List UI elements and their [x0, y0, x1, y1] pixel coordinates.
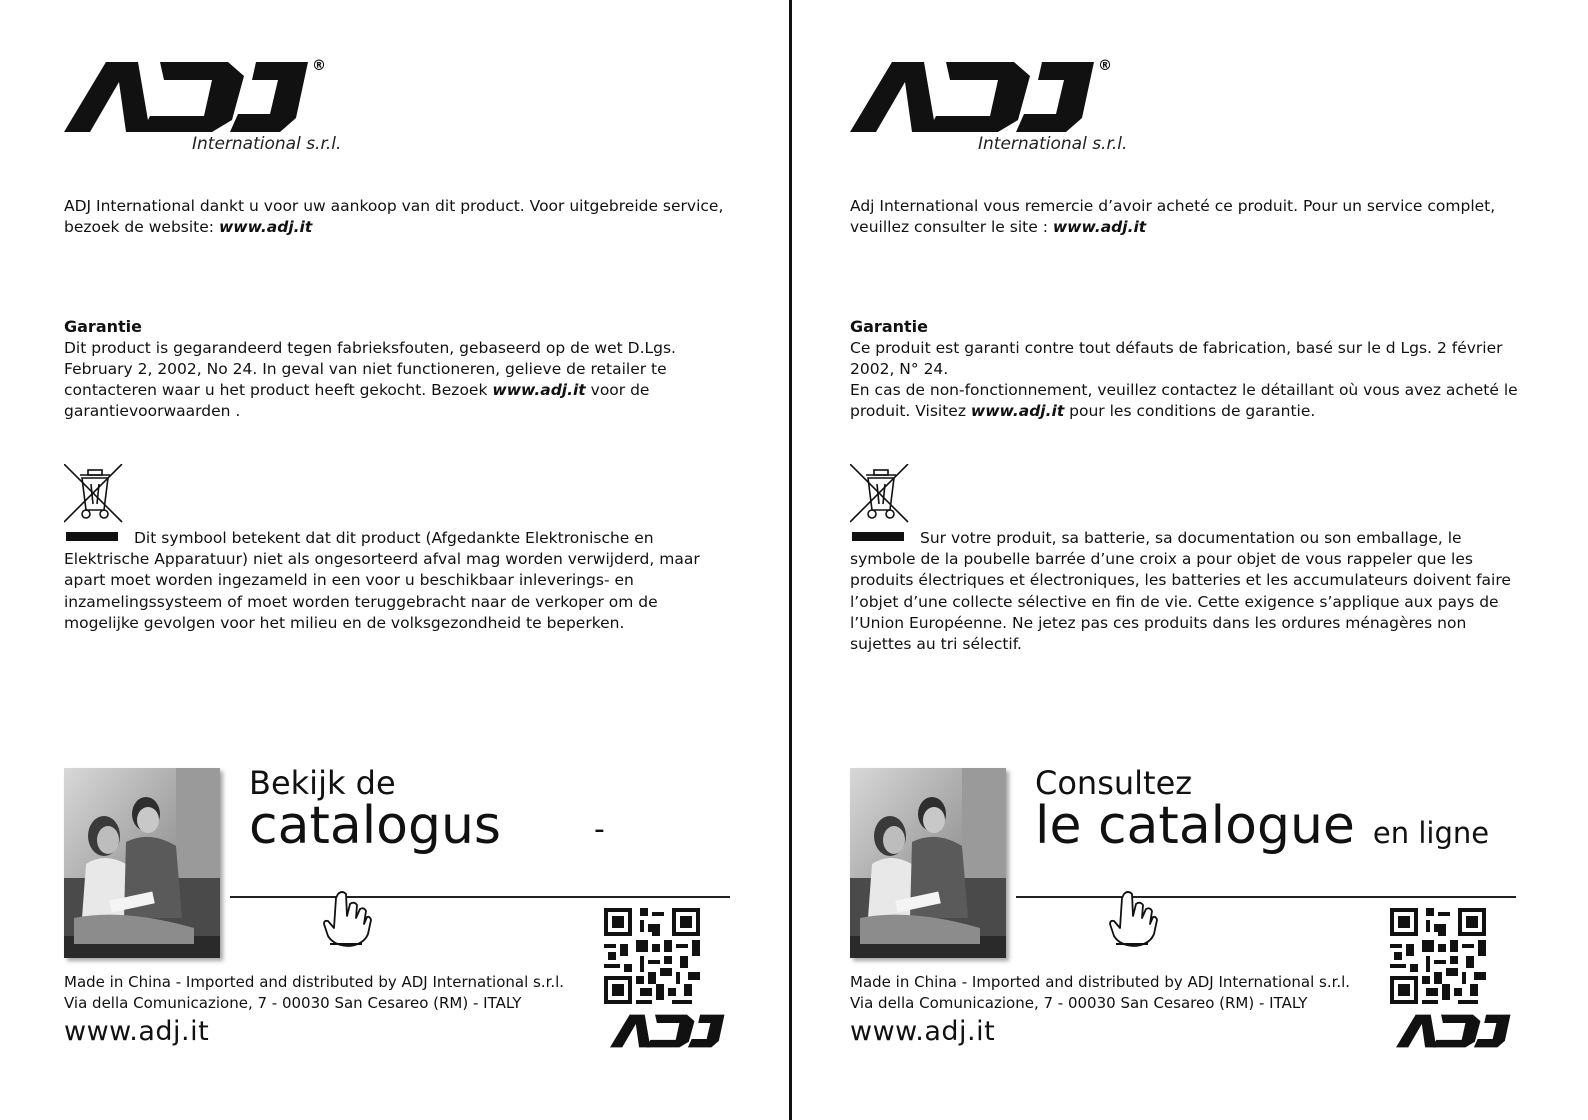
weee-text: Dit symbool betekent dat dit product (Afgedankte Elektronische en Elektrische Apparatuur) niet als ongesorteerd afval mag worden verwijderd, maar apart moet worden ingezameld in een voor u beschikbaar inleverings- en inzamelingssysteem of moet worden teruggebracht naar de verkoper om de mogelijke gevolgen voor het milieu en de volksgezondheid te beperken. [64, 529, 700, 632]
intro-paragraph [850, 196, 1520, 238]
pointing-hand-icon[interactable] [322, 890, 372, 948]
registered-mark: ® [312, 58, 326, 74]
warranty-text-part: voor de garantievoorwaarden . [64, 381, 650, 420]
page-dutch [64, 0, 764, 1120]
qr-code-icon[interactable] [604, 908, 700, 1004]
adj-logo-small [610, 1012, 732, 1050]
catalog-heading-line1: Bekijk de [249, 764, 396, 802]
catalog-rule [230, 896, 730, 898]
catalog-heading-word: catalogus [249, 796, 502, 856]
intro-text: ADJ International dankt u voor uw aankoop van dit product. Voor uitgebreide service, bezoek de website: [64, 197, 724, 236]
catalog-dash: - [594, 812, 605, 847]
logo-subtitle: International s.r.l. [192, 134, 342, 154]
catalog-rule [1016, 896, 1516, 898]
weee-text: Sur votre produit, sa batterie, sa documentation ou son emballage, le symbole de la poubelle barrée d’une croix a pour objet de vous rappeler que les produits électriques et électroniques, les batteries et les accumulateurs doivent faire l’objet d’une collecte sélective en fin de vie. Cette exigence s’applique aux pays de l’Union Européenne. Ne jetez pas ces produits dans les ordures ménagères non sujettes au tri sélectif. [850, 529, 1511, 654]
intro-website-link[interactable]: www.adj.it [1052, 218, 1147, 236]
warranty-section [850, 316, 1520, 422]
adj-logo-mark [850, 58, 1110, 136]
page-divider [789, 0, 792, 1120]
footer-website[interactable]: www.adj.it [64, 1016, 210, 1047]
footer-website[interactable]: www.adj.it [850, 1016, 996, 1047]
warranty-text-part: pour les conditions de garantie. [1064, 402, 1316, 420]
made-in-line: Made in China - Imported and distributed by ADJ International s.r.l. [850, 973, 1351, 991]
catalog-heading-suffix: en ligne [1372, 816, 1490, 850]
catalog-heading-word: le catalogue [1035, 796, 1355, 856]
adj-logo-small [1396, 1012, 1518, 1050]
warranty-section [64, 316, 734, 422]
warranty-website-link[interactable]: www.adj.it [492, 381, 586, 399]
catalog-heading-line1: Consultez [1035, 764, 1193, 802]
warranty-website-link[interactable]: www.adj.it [970, 402, 1065, 420]
intro-website-link[interactable]: www.adj.it [218, 218, 313, 236]
pointing-hand-icon[interactable] [1108, 890, 1158, 948]
address-line: Via della Comunicazione, 7 - 00030 San Cesareo (RM) - ITALY [850, 994, 1308, 1012]
warranty-text-2 [850, 380, 1520, 422]
logo-subtitle: International s.r.l. [978, 134, 1128, 154]
made-in-line: Made in China - Imported and distributed by ADJ International s.r.l. [64, 973, 565, 991]
warranty-title: Garantie [64, 317, 142, 336]
adj-logo [850, 58, 1150, 158]
warranty-text-part: En cas de non-fonctionnement, veuillez contactez le détaillant où vous avez acheté le produit. Visitez [850, 381, 1518, 420]
warranty-text: Ce produit est garanti contre tout défauts de fabrication, basé sur le d Lgs. 2 février 2002, N° 24. [850, 339, 1503, 378]
couple-reading-photo [64, 768, 220, 958]
weee-bin-icon [64, 464, 126, 526]
page-french [850, 0, 1550, 1120]
intro-paragraph [64, 196, 734, 238]
adj-logo-mark [64, 58, 324, 136]
address-line: Via della Comunicazione, 7 - 00030 San Cesareo (RM) - ITALY [64, 994, 522, 1012]
qr-code-icon[interactable] [1390, 908, 1486, 1004]
catalog-heading-line2 [1035, 796, 1489, 856]
intro-text: Adj International vous remercie d’avoir acheté ce produit. Pour un service complet, veuillez consulter le site : [850, 197, 1496, 236]
warranty-text-part: Dit product is gegarandeerd tegen fabrieksfouten, gebaseerd op de wet D.Lgs. February 2, 2002, No 24. In geval van niet functioneren, gelieve de retailer te contacteren waar u het product heeft gekocht. Bezoek [64, 339, 676, 399]
registered-mark: ® [1098, 58, 1112, 74]
couple-reading-photo [850, 768, 1006, 958]
warranty-title: Garantie [850, 317, 928, 336]
catalog-heading-line2 [249, 796, 519, 856]
warranty-text [64, 338, 734, 422]
weee-bin-icon [850, 464, 912, 526]
adj-logo [64, 58, 364, 158]
